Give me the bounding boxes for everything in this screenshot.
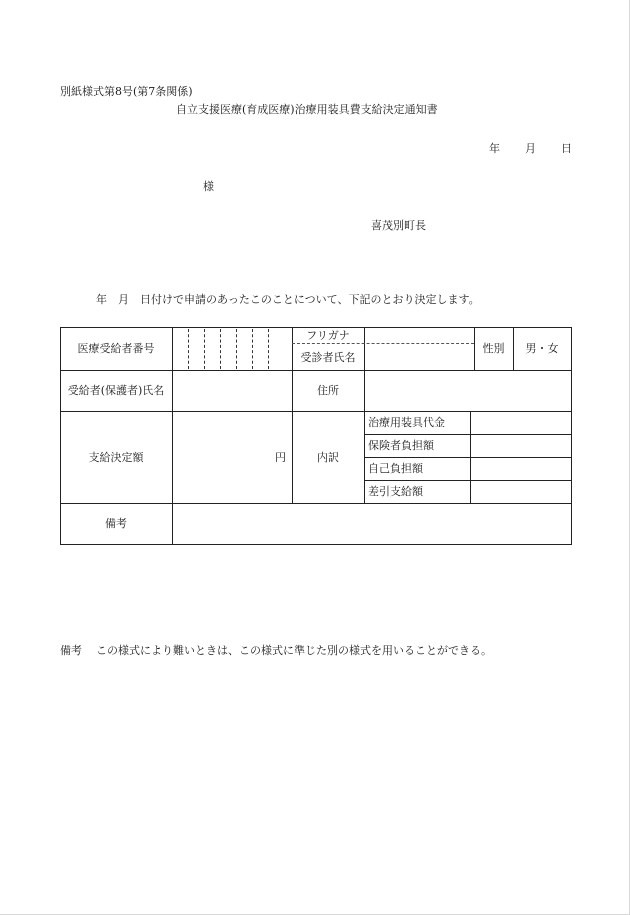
furigana-label: フリガナ bbox=[306, 328, 350, 342]
decision-amount-label: 支給決定額 bbox=[88, 450, 144, 464]
address-label: 住所 bbox=[317, 384, 339, 397]
breakdown-item-device-cost: 治療用装具代金 bbox=[368, 416, 445, 429]
breakdown-label: 内訳 bbox=[317, 450, 339, 464]
addressee-suffix: 様 bbox=[203, 180, 214, 193]
address-field[interactable] bbox=[365, 370, 571, 411]
patient-name-field[interactable] bbox=[365, 344, 474, 370]
date-day-label: 日 bbox=[561, 142, 572, 155]
issuer-name: 喜茂別町長 bbox=[371, 219, 426, 232]
decision-amount-field[interactable] bbox=[172, 411, 292, 503]
patient-name-label: 受診者氏名 bbox=[300, 350, 356, 364]
recipient-number-label: 医療受給者番号 bbox=[77, 342, 155, 355]
form-number: 別紙様式第8号(第7条関係) bbox=[60, 85, 193, 98]
breakdown-item-self-pay: 自己負担額 bbox=[368, 462, 423, 475]
insurer-share-field[interactable] bbox=[471, 434, 571, 457]
sex-options[interactable]: 男・女 bbox=[525, 342, 559, 355]
guardian-name-field[interactable] bbox=[173, 370, 292, 411]
self-pay-field[interactable] bbox=[471, 457, 571, 480]
furigana-field[interactable] bbox=[365, 327, 474, 343]
breakdown-item-net-payment: 差引支給額 bbox=[368, 485, 423, 498]
date-year-label: 年 bbox=[489, 142, 500, 155]
remarks-field[interactable] bbox=[173, 503, 571, 544]
footnote-label: 備考 bbox=[60, 644, 82, 657]
decision-table bbox=[60, 327, 572, 545]
footnote-text: この様式により難いときは、この様式に準じた別の様式を用いることができる。 bbox=[96, 644, 492, 657]
device-cost-field[interactable] bbox=[471, 411, 571, 434]
remarks-label: 備考 bbox=[105, 517, 127, 530]
sex-label: 性別 bbox=[482, 342, 505, 355]
date-month-label: 月 bbox=[525, 142, 536, 155]
guardian-name-label: 受給者(保護者)氏名 bbox=[67, 384, 165, 397]
notice-body-text: 年 月 日付けで申請のあったこのことについて、下記のとおり決定します。 bbox=[96, 293, 480, 306]
document-title: 自立支援医療(育成医療)治療用装具費支給決定通知書 bbox=[176, 103, 438, 116]
breakdown-item-insurer-share: 保険者負担額 bbox=[368, 439, 434, 452]
footnote bbox=[60, 645, 492, 656]
yen-unit: 円 bbox=[275, 450, 286, 464]
net-payment-field[interactable] bbox=[471, 480, 571, 503]
recipient-number-field[interactable] bbox=[173, 327, 292, 370]
